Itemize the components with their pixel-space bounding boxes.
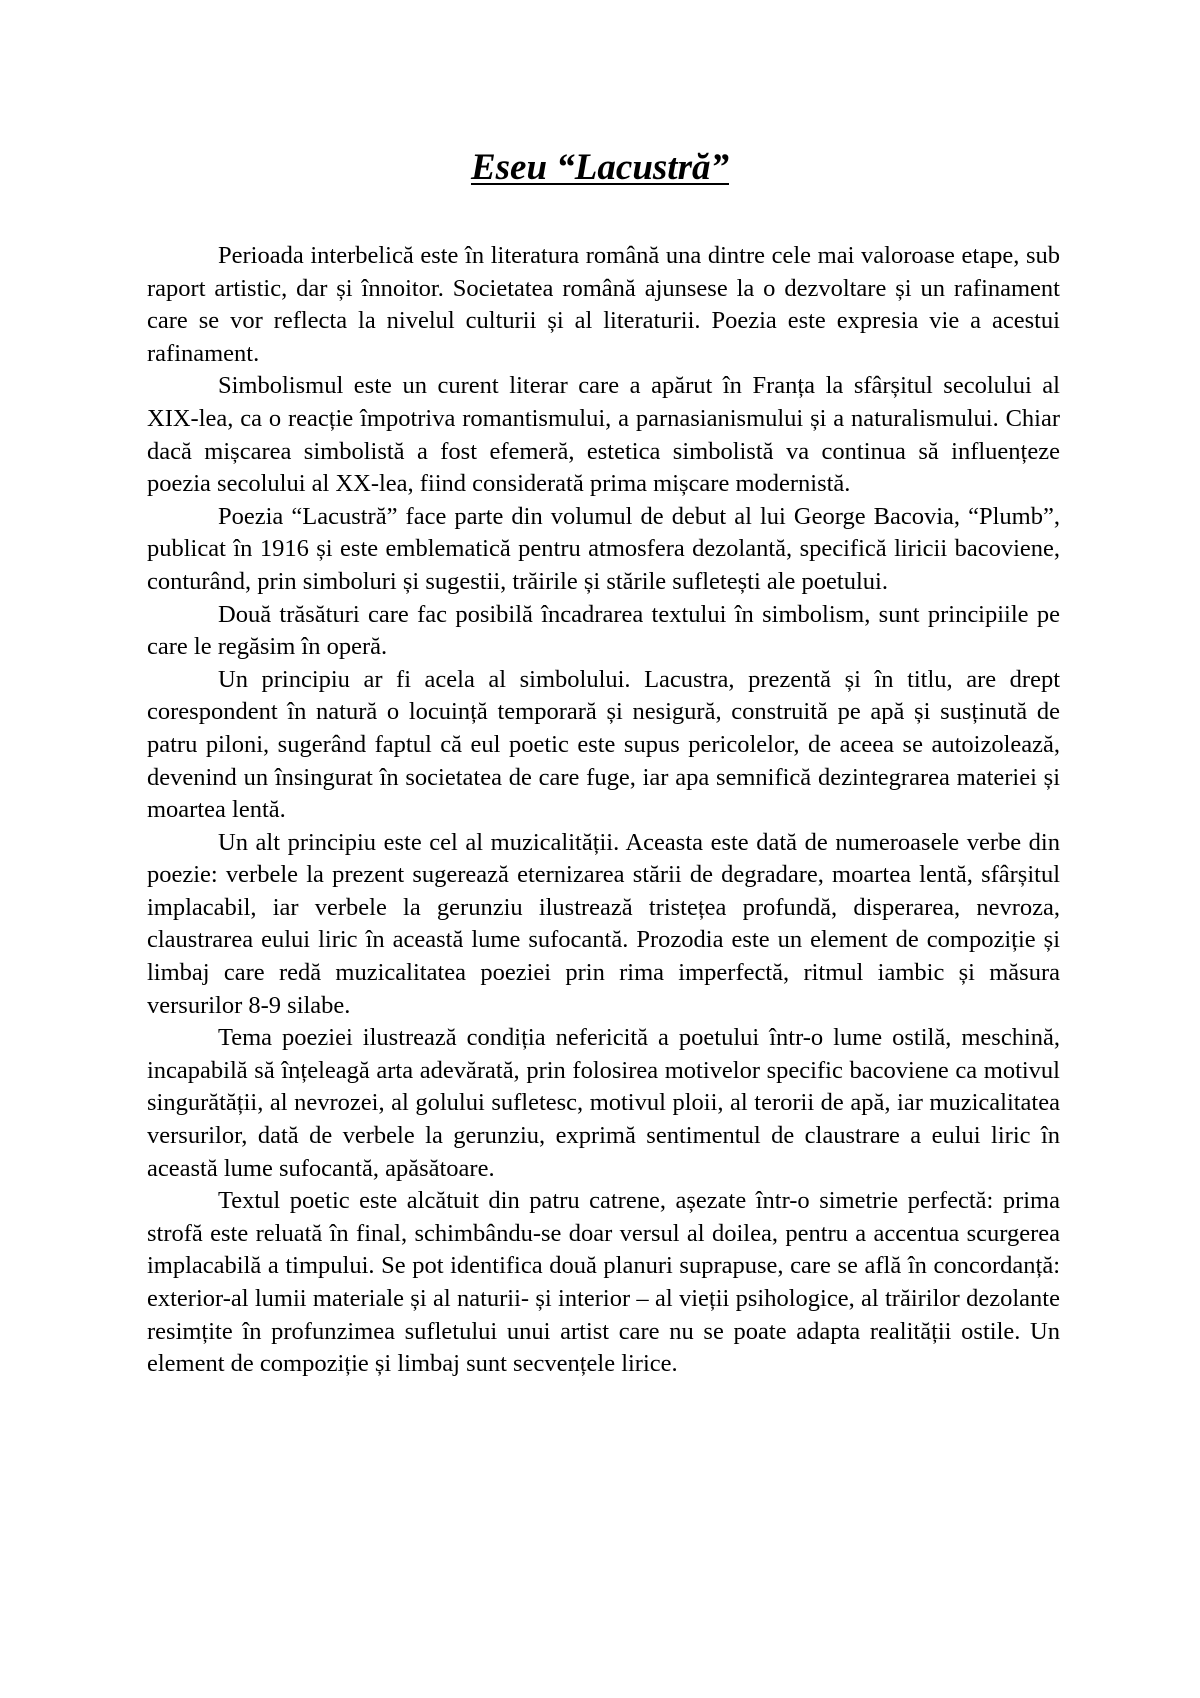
paragraph: Simbolismul este un curent literar care a apărut în Franța la sfârșitul secolului al XIX-lea, ca o reacție împotriva romantismului, a parnasianismului și a naturalismului. Chiar dacă mișcarea simbolistă a fost efemeră, estetica simbolistă va continua să influențeze poezia secolului al XX-lea, fiind considerată prima mișcare modernistă. — [147, 372, 1060, 498]
paragraph: Două trăsături care fac posibilă încadrarea textului în simbolism, sunt principiile pe care le regăsim în operă. — [147, 600, 1060, 661]
document-body — [147, 240, 1060, 1381]
document-title: Eseu “Lacustră” — [470, 147, 729, 188]
paragraph: Perioada interbelică este în literatura română una dintre cele mai valoroase etape, sub raport artistic, dar și înnoitor. Societatea română ajunsese la o dezvoltare și un rafinament care se vor reflecta la nivelul culturii și al literaturii. Poezia este expresia vie a acestui rafinament. — [147, 242, 1060, 367]
paragraph: Tema poeziei ilustrează condiția nefericită a poetului într-o lume ostilă, meschină, incapabilă să înțeleagă arta adevărată, prin folosirea motivelor specific bacoviene ca motivul singurătății, al nevrozei, al golului sufletesc, motivul ploii, al terorii de apă, iar muzicalitatea versurilor, dată de verbele la gerunziu, exprimă sentimentul de claustrare a eului liric în această lume sufocantă, apăsătoare. — [147, 1024, 1060, 1182]
paragraph: Textul poetic este alcătuit din patru catrene, așezate într-o simetrie perfectă: prima strofă este reluată în final, schimbându-se doar versul al doilea, pentru a accentua scurgerea implacabilă a timpului. Se pot identifica două planuri suprapuse, care se află în concordanță: exterior-al lumii materiale și al naturii- și interior – al vieții psihologice, al trăirilor dezolante resimțite în profunzimea sufletului unui artist care nu se poate adapta realității ostile. Un element de compoziție și limbaj sunt secvențele lirice. — [147, 1187, 1060, 1378]
paragraph: Poezia “Lacustră” face parte din volumul de debut al lui George Bacovia, “Plumb”, publicat în 1916 și este emblematică pentru atmosfera dezolantă, specifică liricii bacoviene, conturând, prin simboluri și sugestii, trăirile și stările sufletești ale poetului. — [147, 502, 1060, 595]
paragraph: Un alt principiu este cel al muzicalității. Aceasta este dată de numeroasele verbe din poezie: verbele la prezent sugerează eternizarea stării de degradare, moartea lentă, sfârșitul implacabil, iar verbele la gerunziu ilustrează tristețea profundă, disperarea, nevroza, claustrarea eului liric în această lume sufocantă. Prozodia este un element de compoziție și limbaj care redă muzicalitatea poeziei prin rima imperfectă, ritmul iambic și măsura versurilor 8-9 silabe. — [147, 828, 1060, 1019]
paragraph: Un principiu ar fi acela al simbolului. Lacustra, prezentă și în titlu, are drept corespondent în natură o locuință temporară și nesigură, construită pe apă și susținută de patru piloni, sugerând faptul că eul poetic este supus pericolelor, de aceea se autoizolează, devenind un însingurat în societatea de care fuge, iar apa semnifică dezintegrarea materiei și moartea lentă. — [147, 665, 1060, 824]
